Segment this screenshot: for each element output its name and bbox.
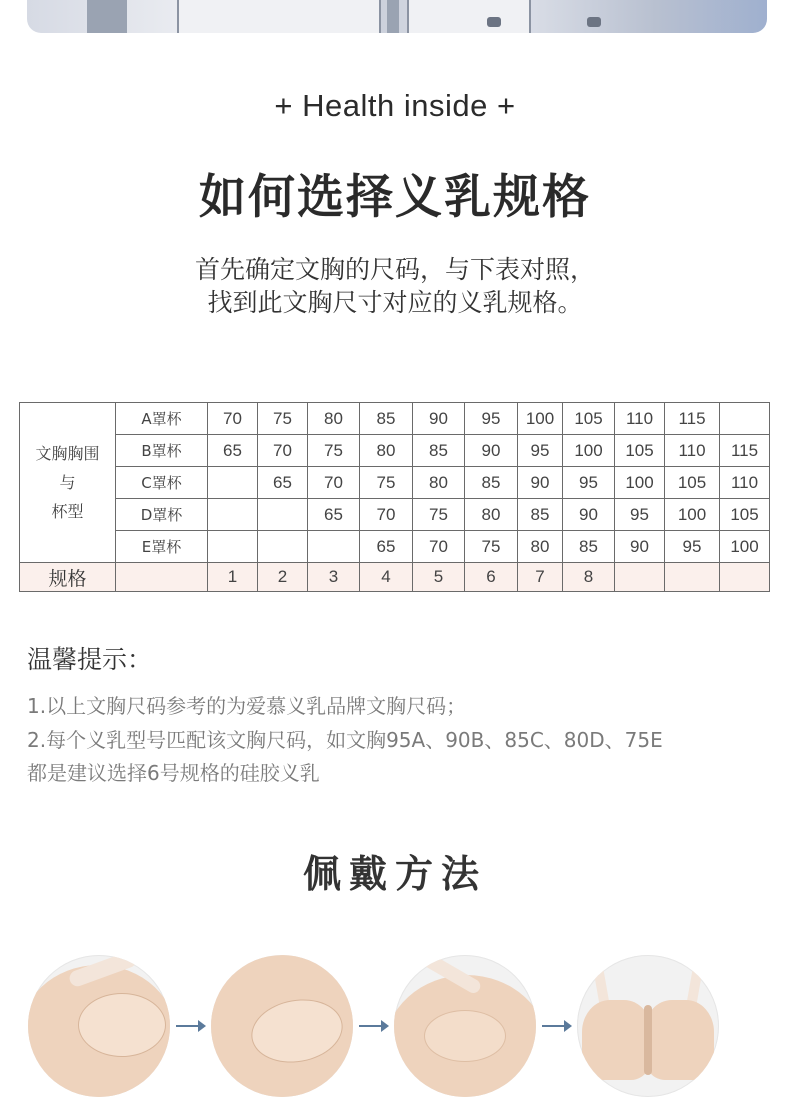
table-cell — [665, 563, 720, 592]
cup-label: D罩杯 — [116, 499, 208, 531]
cup-label: A罩杯 — [116, 403, 208, 435]
table-cell: 105 — [563, 403, 615, 435]
table-cell: 95 — [465, 403, 518, 435]
table-cell: 80 — [360, 435, 413, 467]
arrow-right-icon — [357, 1016, 391, 1036]
table-cell: 100 — [563, 435, 615, 467]
table-cell: 95 — [665, 531, 720, 563]
side-label-line: 与 — [59, 473, 76, 492]
table-cell: 3 — [308, 563, 360, 592]
table-cell — [258, 499, 308, 531]
side-label — [20, 403, 116, 563]
table-cell: 80 — [465, 499, 518, 531]
table-cell: 100 — [720, 531, 770, 563]
cup-label: C罩杯 — [116, 467, 208, 499]
table-cell: 85 — [563, 531, 615, 563]
table-cell: 75 — [308, 435, 360, 467]
table-cell: 80 — [518, 531, 563, 563]
side-label-line: 杯型 — [51, 502, 84, 521]
tagline: + Health inside + — [274, 88, 516, 123]
arrow-right-icon — [174, 1016, 208, 1036]
table-cell: 65 — [308, 499, 360, 531]
table-cell: 5 — [413, 563, 465, 592]
table-cell — [720, 563, 770, 592]
table-cell — [615, 563, 665, 592]
table-cell: 110 — [615, 403, 665, 435]
table-cell — [208, 467, 258, 499]
table-row — [20, 467, 770, 499]
table-cell — [208, 499, 258, 531]
table-cell: 65 — [208, 435, 258, 467]
table-cell — [308, 531, 360, 563]
cup-label: E罩杯 — [116, 531, 208, 563]
table-cell: 70 — [360, 499, 413, 531]
tips-title: 温馨提示： — [27, 645, 153, 674]
table-cell: 70 — [208, 403, 258, 435]
table-row — [20, 531, 770, 563]
table-cell: 110 — [720, 467, 770, 499]
table-cell — [208, 531, 258, 563]
tip-line-1: 1.以上文胸尺码参考的为爱慕义乳品牌文胸尺码； — [27, 694, 467, 718]
table-cell: 90 — [413, 403, 465, 435]
arrow-right-icon — [540, 1016, 574, 1036]
table-cell: 2 — [258, 563, 308, 592]
page-title: 如何选择义乳规格 — [199, 170, 591, 225]
table-cell: 85 — [518, 499, 563, 531]
table-cell: 85 — [360, 403, 413, 435]
table-cell: 105 — [720, 499, 770, 531]
table-row — [20, 499, 770, 531]
table-cell: 90 — [615, 531, 665, 563]
table-cell: 90 — [465, 435, 518, 467]
tip-line-3: 都是建议选择6号规格的硅胶义乳 — [27, 761, 320, 785]
table-cell: 8 — [563, 563, 615, 592]
step-4-photo — [577, 955, 719, 1097]
table-cell: 85 — [465, 467, 518, 499]
tip-line-2: 2.每个义乳型号匹配该文胸尺码，如文胸95A、90B、85C、80D、75E — [27, 728, 663, 752]
table-cell: 75 — [465, 531, 518, 563]
table-row — [20, 435, 770, 467]
table-cell: 65 — [360, 531, 413, 563]
table-cell: 95 — [563, 467, 615, 499]
table-row — [20, 403, 770, 435]
spec-row — [20, 563, 770, 592]
table-cell: 70 — [308, 467, 360, 499]
intro-line-1: 首先确定文胸的尺码，与下表对照， — [194, 255, 595, 284]
table-cell: 70 — [258, 435, 308, 467]
table-cell — [258, 531, 308, 563]
table-cell: 7 — [518, 563, 563, 592]
intro-line-2: 找到此文胸尺寸对应的义乳规格。 — [207, 288, 583, 317]
table-cell — [720, 403, 770, 435]
table-cell: 105 — [615, 435, 665, 467]
table-cell: 115 — [720, 435, 770, 467]
table-cell: 90 — [518, 467, 563, 499]
top-product-photo — [27, 0, 767, 33]
table-cell: 75 — [258, 403, 308, 435]
wearing-title: 佩戴方法 — [302, 852, 487, 896]
table-cell: 1 — [208, 563, 258, 592]
step-3-photo — [394, 955, 536, 1097]
table-cell: 6 — [465, 563, 518, 592]
table-cell: 85 — [413, 435, 465, 467]
spec-label: 规格 — [20, 563, 116, 592]
table-cell: 4 — [360, 563, 413, 592]
table-cell: 80 — [413, 467, 465, 499]
cup-label: B罩杯 — [116, 435, 208, 467]
table-cell: 75 — [413, 499, 465, 531]
table-cell: 110 — [665, 435, 720, 467]
side-label-line: 文胸胸围 — [35, 444, 100, 463]
table-cell: 100 — [518, 403, 563, 435]
step-1-photo — [28, 955, 170, 1097]
table-cell: 95 — [615, 499, 665, 531]
table-cell — [116, 563, 208, 592]
table-cell: 90 — [563, 499, 615, 531]
table-cell: 65 — [258, 467, 308, 499]
table-cell: 100 — [665, 499, 720, 531]
table-cell: 75 — [360, 467, 413, 499]
table-cell: 115 — [665, 403, 720, 435]
step-2-photo — [211, 955, 353, 1097]
table-cell: 70 — [413, 531, 465, 563]
table-cell: 105 — [665, 467, 720, 499]
table-cell: 100 — [615, 467, 665, 499]
size-chart-table — [19, 402, 770, 592]
table-cell: 80 — [308, 403, 360, 435]
table-cell: 95 — [518, 435, 563, 467]
